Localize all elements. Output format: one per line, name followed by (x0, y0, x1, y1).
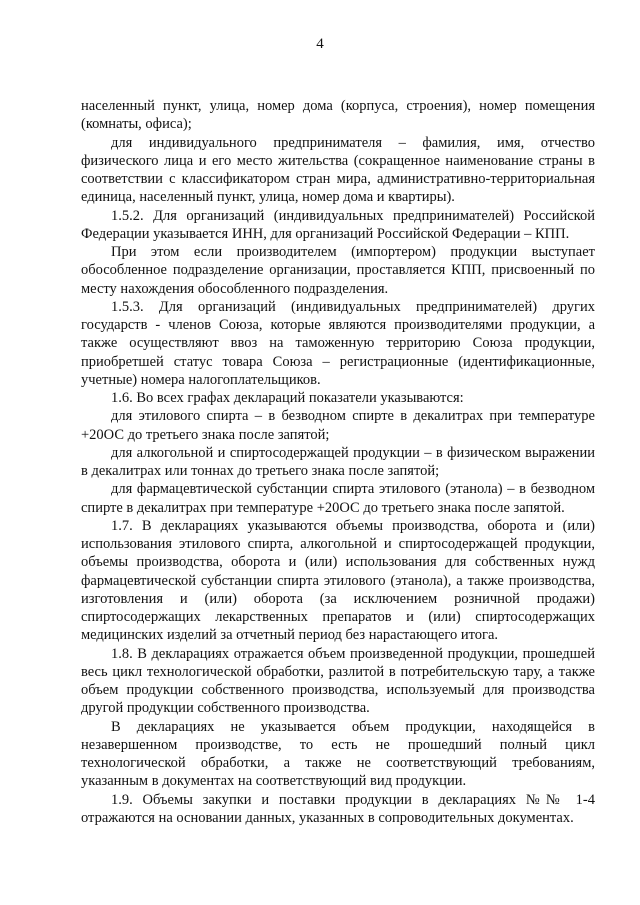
paragraph: При этом если производителем (импортером) продукции выступает обособленное подразделение организации, проставляется КПП, присвоенный по месту нахождения обособленного подразделения. (81, 244, 595, 297)
paragraph: 1.5.2. Для организаций (индивидуальных предпринимателей) Российской Федерации указывается ИНН, для организаций Российской Федерации – КПП. (81, 207, 595, 242)
paragraph: для этилового спирта – в безводном спирте в декалитрах при температуре +20ОС до третьего знака после запятой; (81, 408, 595, 443)
paragraph: населенный пункт, улица, номер дома (корпуса, строения), номер помещения (комнаты, офиса); (81, 98, 595, 133)
paragraph: 1.5.3. Для организаций (индивидуальных предпринимателей) других государств - членов Союза, которые являются производителями продукции, а также осуществляют ввоз на таможенную территорию Союза продукции, приобретшей статус товара Союза – регистрационные (идентификационные, учетные) номера налогоплательщиков. (81, 298, 595, 388)
paragraph: 1.6. Во всех графах деклараций показатели указываются: (111, 390, 464, 406)
paragraph: 1.7. В декларациях указываются объемы производства, оборота и (или) использования этилового спирта, алкогольной и спиртосодержащей продукции, объемы производства, оборота и (или) использования для собственных нужд фармацевтической субстанции спирта этилового (этанола), а также производства, изготовления и (или) оборота (за исключением розничной продажи) спиртосодержащих лекарственных препаратов и (или) спиртосодержащих медицинских изделий за отчетный период без нарастающего итога. (81, 517, 595, 644)
paragraph: для фармацевтической субстанции спирта этилового (этанола) – в безводном спирте в декалитрах при температуре +20ОС до третьего знака после запятой. (81, 481, 595, 516)
paragraph: 1.9. Объемы закупки и поставки продукции в декларациях №№ 1-4 отражаются на основании данных, указанных в сопроводительных документах. (81, 791, 595, 826)
paragraph: для алкогольной и спиртосодержащей продукции – в физическом выражении в декалитрах или тоннах до третьего знака после запятой; (81, 444, 595, 479)
page-number: 4 (316, 36, 324, 52)
paragraph: В декларациях не указывается объем продукции, находящейся в незавершенном производстве, то есть не прошедший полный цикл технологической обработки, а также не соответствующий требованиям, указанным в документах на соответствующий вид продукции. (81, 718, 595, 790)
paragraph: для индивидуального предпринимателя – фамилия, имя, отчество физического лица и его место жительства (сокращенное наименование страны в соответствии с классификатором стран мира, административно-территориальная единица, населенный пункт, улица, номер дома и квартиры). (81, 134, 595, 206)
document-body (81, 97, 595, 827)
paragraph: 1.8. В декларациях отражается объем произведенной продукции, прошедшей весь цикл технологической обработки, разлитой в потребительскую тару, а также объем продукции собственного производства, используемый для производства другой продукции собственного производства. (81, 645, 595, 717)
